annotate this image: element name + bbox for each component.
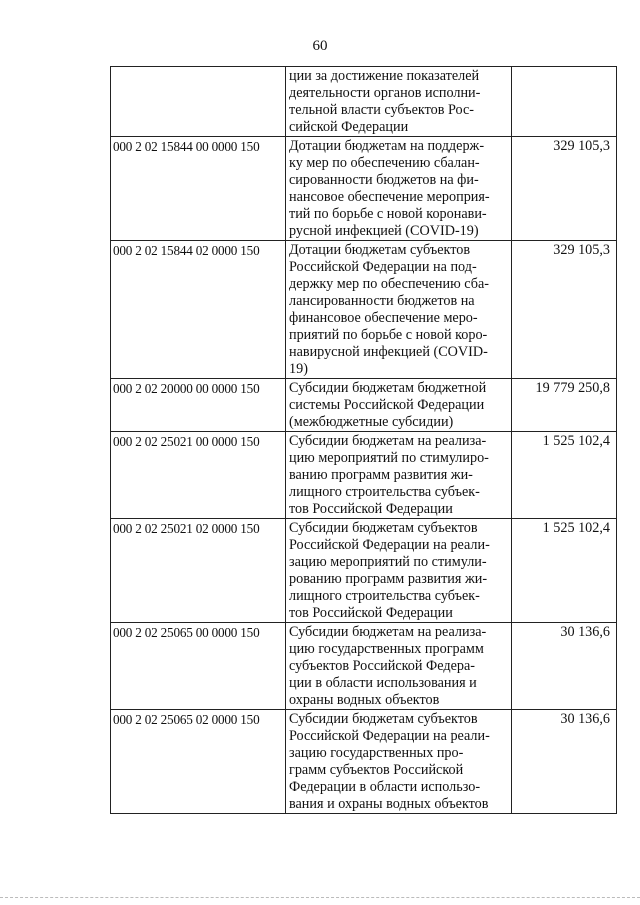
budget-classification-code: 000 2 02 15844 02 0000 150 [111,241,286,379]
revenue-description [286,379,512,432]
table-row [111,432,617,519]
budget-classification-code: 000 2 02 25021 00 0000 150 [111,432,286,519]
description-line: Российской Федерации на реали- [289,537,490,553]
amount-value: 329 105,3 [512,137,617,241]
page-bottom-divider [0,897,640,898]
amount-value: 1 525 102,4 [512,432,617,519]
description-line: держку мер по обеспечению сба- [289,276,489,292]
description-line: тий по борьбе с новой коронави- [289,206,487,222]
description-line: сийской Федерации [289,119,409,135]
budget-revenue-table [110,66,617,814]
description-line: лищного строительства субъек- [289,588,480,604]
description-line: тельной власти субъектов Рос- [289,102,474,118]
description-line: вания и охраны водных объектов [289,796,489,812]
description-line: Субсидии бюджетам субъектов [289,711,478,727]
description-line: лансированности бюджетов на [289,293,475,309]
description-line: Российской Федерации на под- [289,259,477,275]
amount-value [512,67,617,137]
amount-value: 30 136,6 [512,710,617,814]
description-line: Российской Федерации на реали- [289,728,490,744]
table-row [111,67,617,137]
description-line: системы Российской Федерации [289,397,485,413]
budget-classification-code: 000 2 02 25065 00 0000 150 [111,623,286,710]
description-line: цию мероприятий по стимулиро- [289,450,489,466]
budget-classification-code: 000 2 02 20000 00 0000 150 [111,379,286,432]
budget-classification-code: 000 2 02 15844 00 0000 150 [111,137,286,241]
description-line: Субсидии бюджетам на реализа- [289,624,487,640]
description-line: ции в области использования и [289,675,477,691]
description-line: русной инфекцией (COVID-19) [289,223,479,239]
description-line: сированности бюджетов на фи- [289,172,479,188]
table-row [111,241,617,379]
table-row [111,519,617,623]
description-line: грамм субъектов Российской [289,762,464,778]
table-row [111,137,617,241]
revenue-description [286,432,512,519]
page-number: 60 [312,38,328,54]
description-line: тов Российской Федерации [289,501,453,517]
amount-value: 19 779 250,8 [512,379,617,432]
revenue-description [286,67,512,137]
table-row [111,710,617,814]
revenue-description [286,710,512,814]
description-line: Субсидии бюджетам бюджетной [289,380,487,396]
budget-classification-code: 000 2 02 25021 02 0000 150 [111,519,286,623]
amount-value: 30 136,6 [512,623,617,710]
description-line: нансовое обеспечение мероприя- [289,189,490,205]
description-line: тов Российской Федерации [289,605,453,621]
budget-classification-code [111,67,286,137]
description-line: ции за достижение показателей [289,68,480,84]
amount-value: 1 525 102,4 [512,519,617,623]
description-line: ку мер по обеспечению сбалан- [289,155,480,171]
description-line: цию государственных программ [289,641,484,657]
description-line: зацию мероприятий по стимули- [289,554,487,570]
table-row [111,379,617,432]
revenue-description [286,137,512,241]
description-line: рованию программ развития жи- [289,571,488,587]
description-line: Субсидии бюджетам субъектов [289,520,478,536]
description-line: финансовое обеспечение меро- [289,310,478,326]
description-line: Федерации в области использо- [289,779,481,795]
description-line: (межбюджетные субсидии) [289,414,454,430]
description-line: субъектов Российской Федера- [289,658,475,674]
description-line: ванию программ развития жи- [289,467,473,483]
revenue-description [286,623,512,710]
amount-value: 329 105,3 [512,241,617,379]
description-line: Дотации бюджетам субъектов [289,242,471,258]
description-line: навирусной инфекцией (COVID- [289,344,488,360]
revenue-description [286,519,512,623]
table-body [111,67,617,814]
description-line: охраны водных объектов [289,692,440,708]
description-line: зацию государственных про- [289,745,464,761]
table-row [111,623,617,710]
description-line: 19) [289,361,308,377]
description-line: Субсидии бюджетам на реализа- [289,433,487,449]
revenue-description [286,241,512,379]
description-line: Дотации бюджетам на поддерж- [289,138,485,154]
description-line: лищного строительства субъек- [289,484,480,500]
description-line: приятий по борьбе с новой коро- [289,327,488,343]
description-line: деятельности органов исполни- [289,85,481,101]
budget-classification-code: 000 2 02 25065 02 0000 150 [111,710,286,814]
